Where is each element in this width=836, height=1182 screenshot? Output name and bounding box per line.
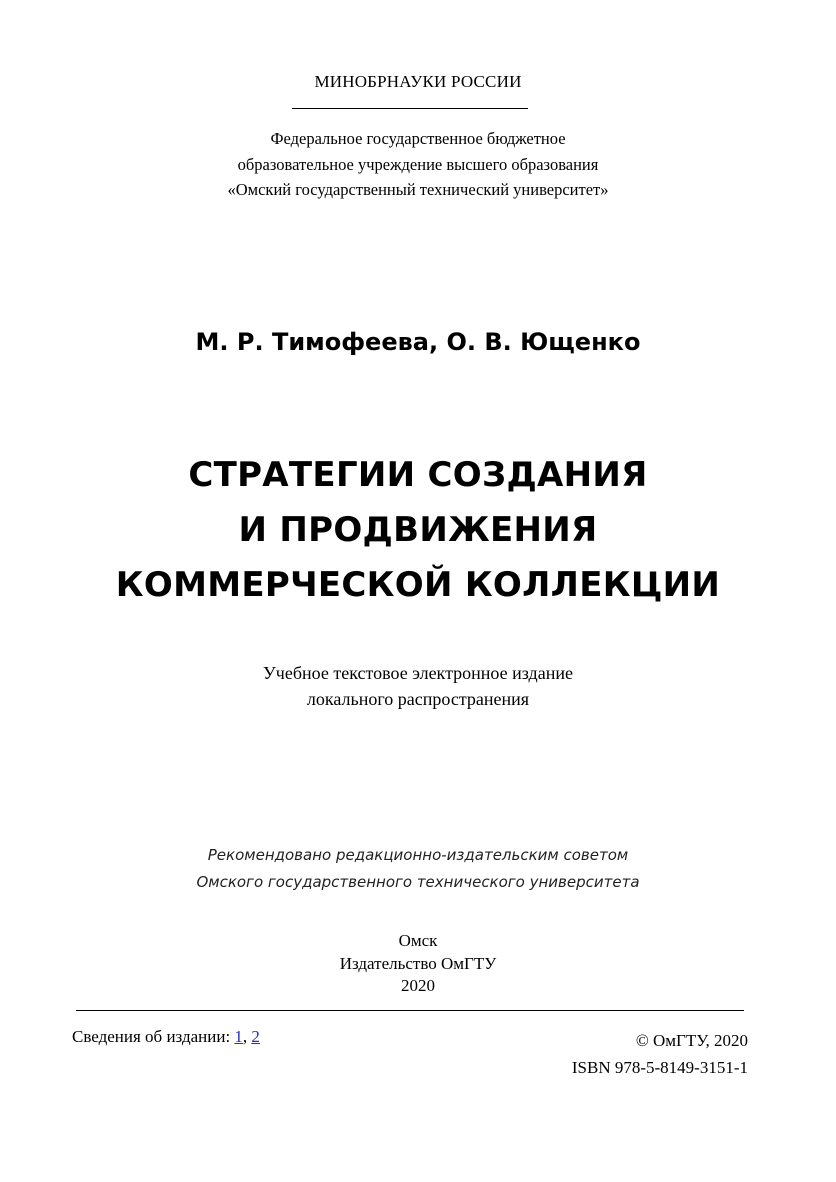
edition-info xyxy=(72,1027,260,1047)
copyright-block xyxy=(572,1027,748,1081)
edition-line-2: локального распространения xyxy=(306,689,530,709)
footer-divider xyxy=(76,1010,744,1011)
ministry-divider xyxy=(292,108,528,109)
ministry-name: МИНОБРНАУКИ РОССИИ xyxy=(314,72,522,91)
isbn: ISBN 978-5-8149-3151-1 xyxy=(571,1058,748,1077)
publisher-block xyxy=(0,930,836,998)
recommendation-line-1: Рекомендовано редакционно-издательским советом xyxy=(207,846,629,864)
edition-info-separator: , xyxy=(242,1027,248,1046)
publisher-city: Омск xyxy=(398,931,438,950)
edition-line-1: Учебное текстовое электронное издание xyxy=(263,663,573,683)
institution-line-2: образовательное учреждение высшего образования xyxy=(237,154,599,174)
publisher-name: Издательство ОмГТУ xyxy=(339,953,497,973)
edition-info-label: Сведения об издании: xyxy=(72,1027,231,1046)
recommendation xyxy=(0,842,836,896)
institution-block xyxy=(0,126,836,203)
copyright: © ОмГТУ, 2020 xyxy=(635,1031,748,1050)
title-line-2: И ПРОДВИЖЕНИЯ xyxy=(238,510,598,550)
institution-line-3: «Омский государственный технический университет» xyxy=(227,180,609,199)
title-line-3: КОММЕРЧЕСКОЙ КОЛЛЕКЦИИ xyxy=(115,565,721,605)
title-line-1: СТРАТЕГИИ СОЗДАНИЯ xyxy=(188,455,648,495)
publisher-year: 2020 xyxy=(401,976,435,995)
authors: М. Р. Тимофеева, О. В. Ющенко xyxy=(195,328,641,356)
book-title xyxy=(0,448,836,613)
institution-line-1: Федеральное государственное бюджетное xyxy=(270,129,566,148)
edition-type xyxy=(0,660,836,712)
edition-info-link-1[interactable]: 1 xyxy=(234,1027,243,1046)
recommendation-line-2: Омского государственного технического университета xyxy=(196,873,640,891)
edition-info-link-2[interactable]: 2 xyxy=(251,1027,260,1046)
